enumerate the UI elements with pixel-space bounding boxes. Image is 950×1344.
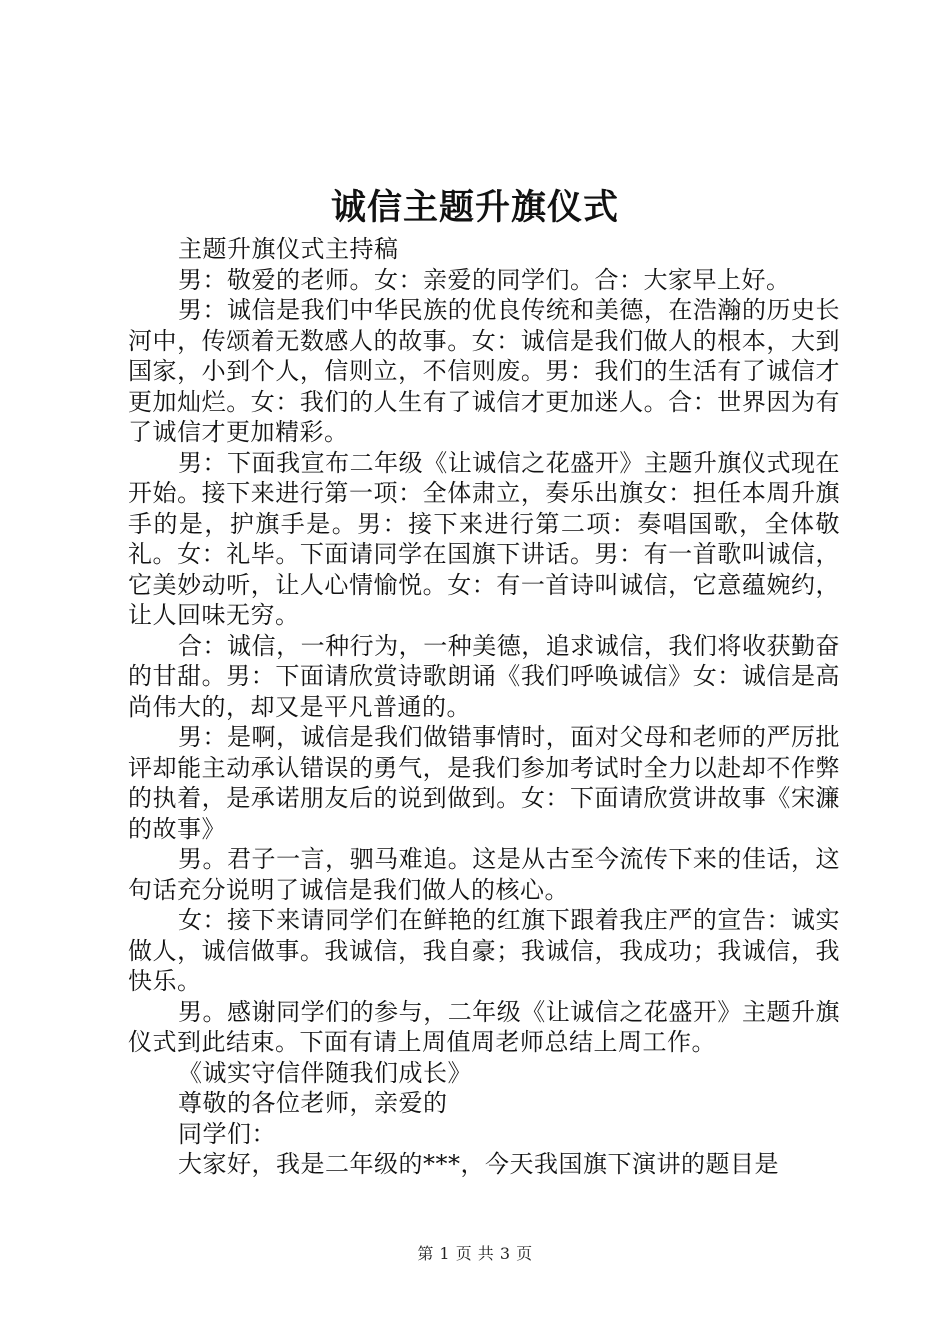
paragraph: 同学们：: [178, 1119, 276, 1148]
paragraph: 合：诚信，一种行为，一种美德，追求诚信，我们将收获勤奋的甘甜。男：下面请欣赏诗歌朗诵《我们呼唤诚信》女：诚信是高尚伟大的，却又是平凡普通的。: [128, 631, 840, 721]
paragraph: 女：接下来请同学们在鲜艳的红旗下跟着我庄严的宣告：诚实做人，诚信做事。我诚信，我自豪；我诚信，我成功；我诚信，我快乐。: [128, 906, 840, 995]
paragraph: 大家好，我是二年级的***，今天我国旗下演讲的题目是: [178, 1150, 779, 1178]
document-body: [128, 234, 840, 1180]
paragraph: 男：是啊，诚信是我们做错事情时，面对父母和老师的严厉批评却能主动承认错误的勇气，是我们参加考试时全力以赴却不作弊的执着，是承诺朋友后的说到做到。女：下面请欣赏讲故事《宋濂的故事》: [128, 723, 840, 843]
paragraph: 男：诚信是我们中华民族的优良传统和美德，在浩瀚的历史长河中，传颂着无数感人的故事。女：诚信是我们做人的根本，大到国家，小到个人，信则立，不信则废。男：我们的生活有了诚信才更加灿烂。女：我们的人生有了诚信才更加迷人。合：世界因为有了诚信才更加精彩。: [128, 296, 840, 446]
document-title: 诚信主题升旗仪式: [330, 187, 619, 228]
paragraph: 男。感谢同学们的参与，二年级《让诚信之花盛开》主题升旗仪式到此结束。下面有请上周值周老师总结上周工作。: [128, 997, 840, 1056]
speech-title: 《诚实守信伴随我们成长》: [178, 1058, 472, 1087]
paragraph: 尊敬的各位老师，亲爱的: [178, 1089, 448, 1117]
paragraph: 主题升旗仪式主持稿: [178, 235, 399, 263]
page-number-footer: 第 1 页 共 3 页: [417, 1244, 533, 1263]
paragraph: 男。君子一言，驷马难追。这是从古至今流传下来的佳话，这句话充分说明了诚信是我们做人的核心。: [128, 845, 840, 904]
paragraph: 男：敬爱的老师。女：亲爱的同学们。合：大家早上好。: [178, 265, 791, 294]
paragraph: 男：下面我宣布二年级《让诚信之花盛开》主题升旗仪式现在开始。接下来进行第一项：全体肃立，奏乐出旗女：担任本周升旗手的是，护旗手是。男：接下来进行第二项：奏唱国歌，全体敬礼。女：礼毕。下面请同学在国旗下讲话。男：有一首歌叫诚信，它美妙动听，让人心情愉悦。女：有一首诗叫诚信，它意蕴婉约，让人回味无穷。: [128, 448, 840, 629]
